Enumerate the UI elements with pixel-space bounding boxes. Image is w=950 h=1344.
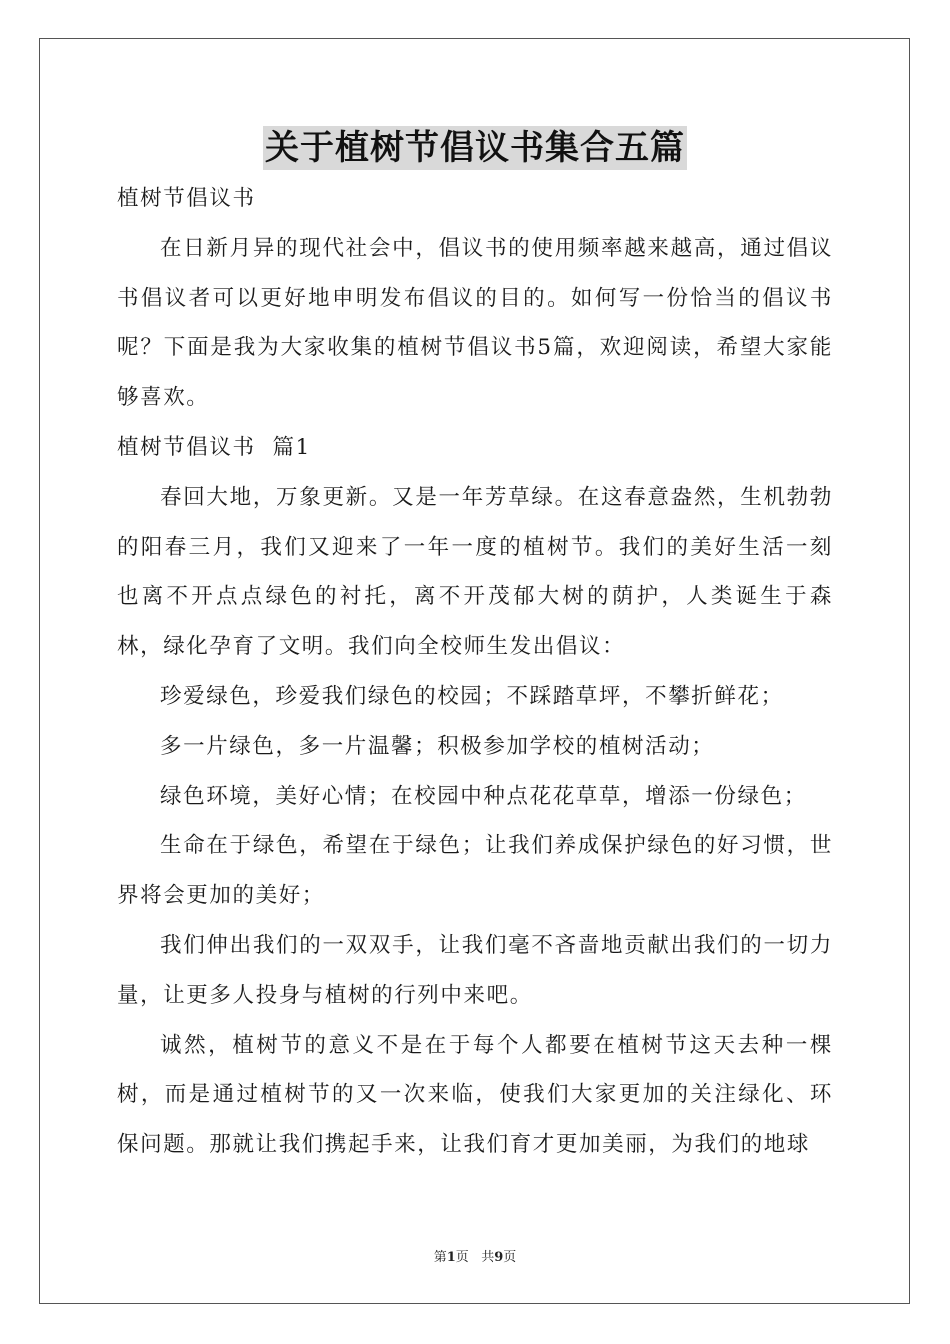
paragraph: 在日新月异的现代社会中，倡议书的使用频率越来越高，通过倡议书倡议者可以更好地申明发布倡议的目的。如何写一份恰当的倡议书呢？下面是我为大家收集的植树节倡议书5篇，欢迎阅读，希望大家能够喜欢。 [117, 235, 833, 411]
paragraph: 植树节倡议书 [117, 186, 256, 211]
paragraph: 多一片绿色，多一片温馨；积极参加学校的植树活动； [160, 733, 715, 759]
document-title: 关于植树节倡议书集合五篇 [265, 128, 685, 168]
footer-total-pages: 9 [494, 1250, 504, 1265]
section-heading: 植树节倡议书 篇1 [117, 434, 311, 460]
footer-page-word: 页 [455, 1250, 469, 1265]
paragraph: 珍爱绿色，珍爱我们绿色的校园；不踩踏草坪，不攀折鲜花； [160, 683, 784, 709]
paragraph: 生命在于绿色，希望在于绿色；让我们养成保护绿色的好习惯，世界将会更加的美好； [117, 833, 833, 909]
footer-current-page: 1 [446, 1250, 456, 1265]
footer-total-suffix: 页 [503, 1250, 517, 1265]
paragraph: 绿色环境，美好心情；在校园中种点花花草草，增添一份绿色； [160, 783, 807, 809]
footer-prefix: 第 [433, 1250, 447, 1265]
page-footer [0, 1246, 950, 1265]
document-body [117, 174, 833, 1170]
title-wrap [0, 126, 950, 170]
paragraph: 诚然，植树节的意义不是在于每个人都要在植树节这天去种一棵树，而是通过植树节的又一次来临，使我们大家更加的关注绿化、环保问题。那就让我们携起手来，让我们育才更加美丽，为我们的地球 [117, 1032, 833, 1158]
paragraph: 春回大地，万象更新。又是一年芳草绿。在这春意盎然，生机勃勃的阳春三月，我们又迎来了一年一度的植树节。我们的美好生活一刻也离不开点点绿色的衬托，离不开茂郁大树的荫护，人类诞生于森林，绿化孕育了文明。我们向全校师生发出倡议： [117, 484, 833, 660]
paragraph: 我们伸出我们的一双双手，让我们毫不吝啬地贡献出我们的一切力量，让更多人投身与植树的行列中来吧。 [117, 932, 833, 1008]
footer-total-prefix: 共 [481, 1250, 495, 1265]
